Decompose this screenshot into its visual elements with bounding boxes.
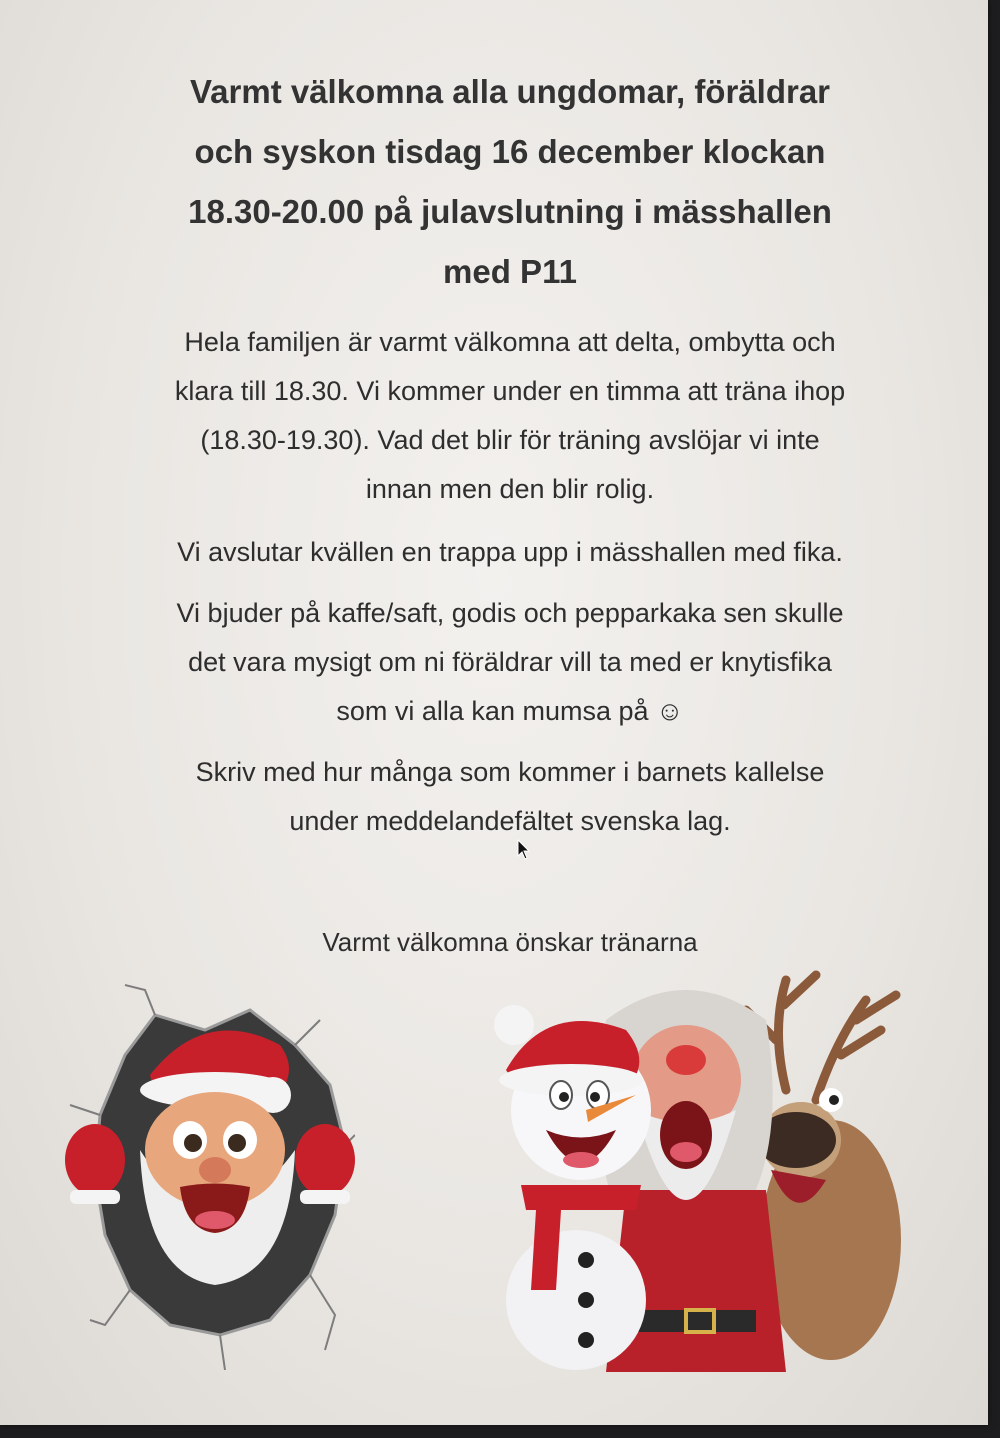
snowman-pupil-left — [559, 1092, 569, 1102]
heading-line: Varmt välkomna alla ungdomar, föräldrar — [189, 73, 831, 110]
santa-nose — [199, 1157, 231, 1183]
santa-tongue — [670, 1142, 702, 1162]
santa-nose — [666, 1045, 706, 1075]
snowman-body — [506, 1230, 646, 1370]
snowman-pompom — [494, 1005, 534, 1045]
paragraph-line: Vi avslutar kvällen en trappa upp i mässhallen med fika. — [177, 537, 843, 567]
fika-paragraph — [60, 528, 960, 577]
paragraph-line: (18.30-19.30). Vad det blir för träning avslöjar vi inte — [200, 425, 820, 455]
treats-paragraph — [60, 589, 960, 736]
reindeer-pupil — [829, 1095, 839, 1105]
paragraph-line: innan men den blir rolig. — [365, 474, 655, 504]
paragraph-line: under meddelandefältet svenska lag. — [289, 806, 731, 836]
santa-tongue — [195, 1211, 235, 1229]
santa-pupil-right — [228, 1134, 246, 1152]
snowman-scarf — [521, 1185, 641, 1210]
heading-line: och syskon tisdag 16 december klockan — [194, 133, 826, 170]
snowman-button — [578, 1292, 594, 1308]
santa-pupil-left — [184, 1134, 202, 1152]
santa-mitten-left — [65, 1124, 125, 1196]
mouse-pointer-icon — [517, 839, 531, 861]
paragraph-line: som vi alla kan mumsa på ☺ — [336, 696, 684, 726]
paragraph-line: det vara mysigt om ni föräldrar vill ta med er knytisfika — [188, 647, 832, 677]
snowman-tongue — [563, 1152, 599, 1168]
paragraph-line: Hela familjen är varmt välkomna att delta, ombytta och — [184, 327, 836, 357]
heading-line: med P11 — [443, 253, 577, 290]
poster-heading — [60, 62, 960, 302]
santa-belt — [636, 1310, 756, 1332]
santa-wall-illustration — [55, 975, 355, 1370]
mitten-cuff-right — [300, 1190, 350, 1204]
snowman-scarf-tail — [531, 1210, 561, 1290]
intro-paragraph — [60, 318, 960, 514]
snowman-button — [578, 1332, 594, 1348]
rsvp-paragraph — [60, 748, 960, 846]
paragraph-line: klara till 18.30. Vi kommer under en timma att träna ihop — [174, 376, 846, 406]
snowman-santa-reindeer-illustration — [486, 960, 911, 1372]
paragraph-line: Skriv med hur många som kommer i barnets kallelse — [195, 757, 825, 787]
santa-mitten-right — [295, 1124, 355, 1196]
paragraph-line: Vi bjuder på kaffe/saft, godis och pepparkaka sen skulle — [176, 598, 844, 628]
snowman-button — [578, 1252, 594, 1268]
mitten-cuff-left — [70, 1190, 120, 1204]
snowman-pupil-right — [590, 1092, 600, 1102]
heading-line: 18.30-20.00 på julavslutning i mässhallen — [188, 193, 832, 230]
closing-line: Varmt välkomna önskar tränarna — [322, 927, 698, 957]
